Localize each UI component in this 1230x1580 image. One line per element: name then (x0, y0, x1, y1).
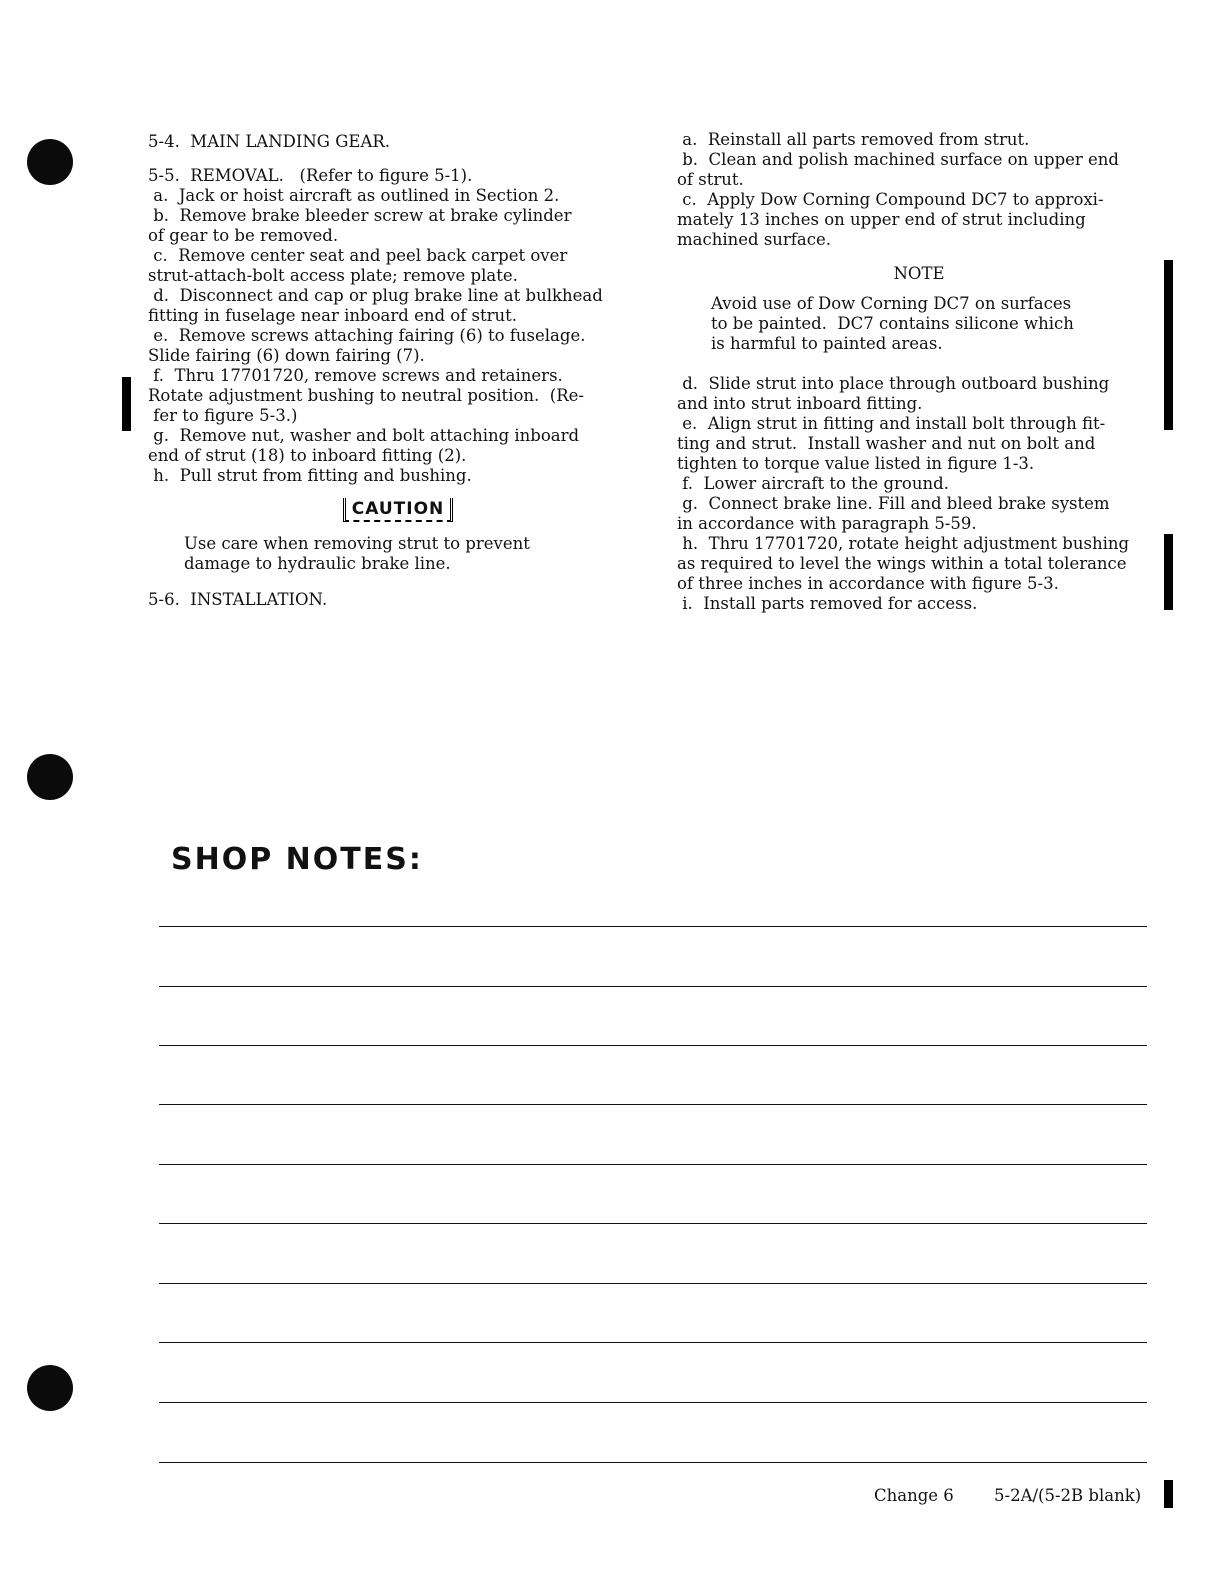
binder-hole-top (27, 139, 73, 185)
change-bar-right-note (1164, 260, 1173, 430)
shop-notes-line (159, 926, 1147, 927)
removal-step-h: h. Pull strut from fitting and bushing. (148, 466, 472, 485)
shop-notes-line (159, 986, 1147, 987)
note-text: Avoid use of Dow Corning DC7 on surfaces to be painted. DC7 contains silicone which is harmful to painted areas. (711, 294, 1074, 353)
install-step-g: g. Connect brake line. Fill and bleed brake system in accordance with paragraph 5-59. (677, 494, 1110, 533)
change-bar-right-step-h (1164, 534, 1173, 610)
heading-removal: 5-5. REMOVAL. (Refer to figure 5-1). (148, 166, 473, 185)
removal-step-b: b. Remove brake bleeder screw at brake cylinder of gear to be removed. (148, 206, 572, 245)
right-column (677, 130, 1161, 614)
install-step-i: i. Install parts removed for access. (677, 594, 978, 613)
shop-notes-line (159, 1462, 1147, 1463)
install-step-h: h. Thru 17701720, rotate height adjustment bushing as required to level the wings within a total tolerance of three inches in accordance with figure 5-3. (677, 534, 1130, 593)
install-step-d: d. Slide strut into place through outboard bushing and into strut inboard fitting. (677, 374, 1110, 413)
install-step-c: c. Apply Dow Corning Compound DC7 to approxi- mately 13 inches on upper end of strut including machined surface. (677, 190, 1104, 249)
install-step-f: f. Lower aircraft to the ground. (677, 474, 949, 493)
note-label: NOTE (893, 264, 945, 283)
shop-notes-line (159, 1223, 1147, 1224)
removal-step-c: c. Remove center seat and peel back carpet over strut-attach-bolt access plate; remove plate. (148, 246, 568, 285)
shop-notes-line (159, 1164, 1147, 1165)
removal-step-d: d. Disconnect and cap or plug brake line at bulkhead fitting in fuselage near inboard end of strut. (148, 286, 603, 325)
install-step-b: b. Clean and polish machined surface on upper end of strut. (677, 150, 1119, 189)
heading-main-landing-gear: 5-4. MAIN LANDING GEAR. (148, 132, 391, 151)
shop-notes-line (159, 1402, 1147, 1403)
footer-page-number: 5-2A/(5-2B blank) (994, 1486, 1142, 1505)
caution-label: CAUTION (343, 498, 454, 522)
shop-notes-line (159, 1104, 1147, 1105)
install-step-e: e. Align strut in fitting and install bolt through fit- ting and strut. Install washer and nut on bolt and tighten to torque value listed in figure 1-3. (677, 414, 1106, 473)
shop-notes-line (159, 1342, 1147, 1343)
footer-change: Change 6 (874, 1486, 954, 1505)
binder-hole-bottom (27, 1365, 73, 1411)
removal-step-g: g. Remove nut, washer and bolt attaching inboard end of strut (18) to inboard fitting (2). (148, 426, 580, 465)
removal-step-a: a. Jack or hoist aircraft as outlined in Section 2. (148, 186, 560, 205)
removal-step-f: f. Thru 17701720, remove screws and retainers. Rotate adjustment bushing to neutral position. (Re- fer to figure 5-3.) (148, 366, 584, 425)
shop-notes-line (159, 1283, 1147, 1284)
change-bar-left (122, 377, 131, 431)
shop-notes-line (159, 1045, 1147, 1046)
left-column (148, 132, 648, 610)
change-bar-footer (1164, 1480, 1173, 1508)
binder-hole-middle (27, 754, 73, 800)
caution-box (148, 498, 648, 522)
install-step-a: a. Reinstall all parts removed from strut. (677, 130, 1030, 149)
removal-step-e: e. Remove screws attaching fairing (6) to fuselage. Slide fairing (6) down fairing (7). (148, 326, 586, 365)
heading-installation: 5-6. INSTALLATION. (148, 590, 328, 609)
shop-notes-title: SHOP NOTES: (171, 842, 423, 877)
caution-text: Use care when removing strut to prevent damage to hydraulic brake line. (184, 534, 530, 573)
